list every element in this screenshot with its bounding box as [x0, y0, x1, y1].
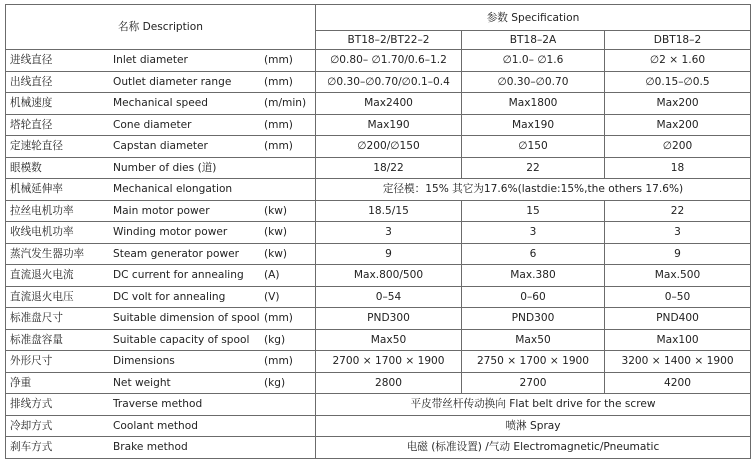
row-label-en: Main motor power: [113, 204, 210, 217]
table-row: [6, 351, 751, 373]
model-header: DBT18–2: [605, 31, 751, 50]
row-label-zh: 排线方式: [10, 398, 53, 411]
table-row: [6, 114, 751, 136]
row-unit: (mm): [264, 312, 293, 325]
value-cell: ∅2 × 1.60: [605, 50, 751, 72]
table-row: [6, 157, 751, 179]
row-label-en: Brake method: [113, 441, 188, 454]
row-label-zh: 眼模数: [10, 161, 42, 174]
value-cell: 22: [605, 200, 751, 222]
value-cell: ∅200: [605, 136, 751, 158]
value-cell: 0–60: [462, 286, 605, 308]
row-label-zh: 直流退火电流: [10, 269, 74, 282]
model-header: BT18–2A: [462, 31, 605, 50]
value-cell: 18: [605, 157, 751, 179]
row-label-en: Net weight: [113, 376, 171, 389]
row-label: [6, 50, 316, 72]
row-label: [6, 114, 316, 136]
row-label-zh: 净重: [10, 376, 32, 389]
row-label-zh: 出线直径: [10, 75, 53, 88]
value-cell: Max1800: [462, 93, 605, 115]
row-label-en: Steam generator power: [113, 247, 239, 260]
row-unit: (A): [264, 269, 280, 282]
row-label-en: Suitable dimension of spool: [113, 312, 260, 325]
merged-value-cell: 电磁 (标准设置) /气动 Electromagnetic/Pneumatic: [316, 437, 751, 459]
row-label-zh: 外形尺寸: [10, 355, 53, 368]
value-cell: 0–50: [605, 286, 751, 308]
row-label-en: Dimensions: [113, 355, 175, 368]
row-label-zh: 塔轮直径: [10, 118, 53, 131]
value-cell: ∅0.30–∅0.70/∅0.1–0.4: [316, 71, 462, 93]
value-cell: 2700: [462, 372, 605, 394]
value-cell: 15: [462, 200, 605, 222]
row-label-zh: 标准盘尺寸: [10, 312, 63, 325]
description-header: [6, 5, 316, 50]
row-label: [6, 200, 316, 222]
value-cell: Max.800/500: [316, 265, 462, 287]
value-cell: 2750 × 1700 × 1900: [462, 351, 605, 373]
row-label-en: Mechanical speed: [113, 97, 208, 110]
merged-value-cell: 平皮带丝杆传动换向 Flat belt drive for the screw: [316, 394, 751, 416]
row-unit: (mm): [264, 54, 293, 67]
row-label-zh: 进线直径: [10, 54, 53, 67]
table-row: [6, 71, 751, 93]
table-row: [6, 394, 751, 416]
value-cell: ∅1.0– ∅1.6: [462, 50, 605, 72]
specification-table: [5, 4, 751, 459]
value-cell: 9: [316, 243, 462, 265]
value-cell: PND300: [316, 308, 462, 330]
value-cell: Max.500: [605, 265, 751, 287]
value-cell: 6: [462, 243, 605, 265]
row-label-en: Cone diameter: [113, 118, 192, 131]
row-label: [6, 308, 316, 330]
specification-header-zh: 参数: [486, 11, 508, 24]
row-label-en: Winding motor power: [113, 226, 228, 239]
row-label-en: Inlet diameter: [113, 54, 188, 67]
row-label: [6, 71, 316, 93]
value-cell: Max100: [605, 329, 751, 351]
description-header-zh: 名称: [118, 21, 140, 33]
row-label-zh: 拉丝电机功率: [10, 204, 74, 217]
row-unit: (V): [264, 290, 280, 303]
value-cell: 3200 × 1400 × 1900: [605, 351, 751, 373]
row-label-en: Number of dies (道): [113, 161, 217, 174]
row-label-zh: 机械延伸率: [10, 183, 63, 196]
description-header-en: Description: [142, 21, 203, 33]
value-cell: Max50: [462, 329, 605, 351]
row-label-zh: 收线电机功率: [10, 226, 74, 239]
table-row: [6, 179, 751, 201]
value-cell: Max200: [605, 114, 751, 136]
model-header: BT18–2/BT22–2: [316, 31, 462, 50]
table-row: [6, 93, 751, 115]
table-row: [6, 415, 751, 437]
table-row: [6, 50, 751, 72]
row-label-zh: 机械速度: [10, 97, 53, 110]
value-cell: 4200: [605, 372, 751, 394]
merged-value-cell: 定径模：15% 其它为17.6%(lastdie:15%,the others 17.6%): [316, 179, 751, 201]
value-cell: Max200: [605, 93, 751, 115]
value-cell: Max190: [462, 114, 605, 136]
row-label: [6, 136, 316, 158]
row-unit: (mm): [264, 140, 293, 153]
row-label-zh: 蒸汽发生器功率: [10, 247, 85, 260]
value-cell: ∅0.80– ∅1.70/0.6–1.2: [316, 50, 462, 72]
value-cell: 0–54: [316, 286, 462, 308]
value-cell: 9: [605, 243, 751, 265]
row-label: [6, 265, 316, 287]
value-cell: PND300: [462, 308, 605, 330]
merged-value-cell: 喷淋 Spray: [316, 415, 751, 437]
row-label-en: Capstan diameter: [113, 140, 208, 153]
row-label: [6, 222, 316, 244]
row-unit: (kw): [264, 204, 288, 217]
value-cell: 2800: [316, 372, 462, 394]
row-label: [6, 415, 316, 437]
row-unit: (kw): [264, 226, 288, 239]
row-label: [6, 372, 316, 394]
row-unit: (mm): [264, 118, 293, 131]
row-label-zh: 直流退火电压: [10, 290, 74, 303]
value-cell: Max190: [316, 114, 462, 136]
table-row: [6, 329, 751, 351]
row-label: [6, 394, 316, 416]
row-label-en: DC current for annealing: [113, 269, 244, 282]
row-label-zh: 刹车方式: [10, 441, 53, 454]
value-cell: 18/22: [316, 157, 462, 179]
specification-header-en: Specification: [511, 11, 580, 24]
value-cell: ∅200/∅150: [316, 136, 462, 158]
row-label: [6, 351, 316, 373]
row-label-en: DC volt for annealing: [113, 290, 226, 303]
row-label: [6, 329, 316, 351]
table-row: [6, 372, 751, 394]
row-label-zh: 标准盘容量: [10, 333, 63, 346]
table-row: [6, 243, 751, 265]
value-cell: 18.5/15: [316, 200, 462, 222]
value-cell: 3: [316, 222, 462, 244]
table-row: [6, 200, 751, 222]
row-label: [6, 179, 316, 201]
table-row: [6, 437, 751, 459]
row-label-zh: 冷却方式: [10, 419, 53, 432]
value-cell: ∅0.15–∅0.5: [605, 71, 751, 93]
value-cell: 22: [462, 157, 605, 179]
value-cell: 3: [605, 222, 751, 244]
table-row: [6, 222, 751, 244]
value-cell: Max2400: [316, 93, 462, 115]
table-row: [6, 265, 751, 287]
row-unit: (mm): [264, 355, 293, 368]
table-row: [6, 286, 751, 308]
table-row: [6, 136, 751, 158]
row-label-en: Coolant method: [113, 419, 198, 432]
row-label-en: Traverse method: [113, 398, 203, 411]
row-label: [6, 437, 316, 459]
row-unit: (kg): [264, 376, 286, 389]
row-label-en: Outlet diameter range: [113, 75, 232, 88]
value-cell: Max.380: [462, 265, 605, 287]
value-cell: ∅0.30–∅0.70: [462, 71, 605, 93]
row-unit: (kw): [264, 247, 288, 260]
row-label: [6, 286, 316, 308]
value-cell: ∅150: [462, 136, 605, 158]
value-cell: 3: [462, 222, 605, 244]
row-label: [6, 93, 316, 115]
row-unit: (kg): [264, 333, 286, 346]
row-label-en: Suitable capacity of spool: [113, 333, 250, 346]
value-cell: 2700 × 1700 × 1900: [316, 351, 462, 373]
row-label-en: Mechanical elongation: [113, 183, 233, 196]
table-row: [6, 308, 751, 330]
specification-header: [316, 5, 751, 31]
header-row: [6, 5, 751, 31]
row-label: [6, 157, 316, 179]
row-label: [6, 243, 316, 265]
row-unit: (m/min): [264, 97, 307, 110]
value-cell: PND400: [605, 308, 751, 330]
value-cell: Max50: [316, 329, 462, 351]
row-label-zh: 定速轮直径: [10, 140, 63, 153]
row-unit: (mm): [264, 75, 293, 88]
